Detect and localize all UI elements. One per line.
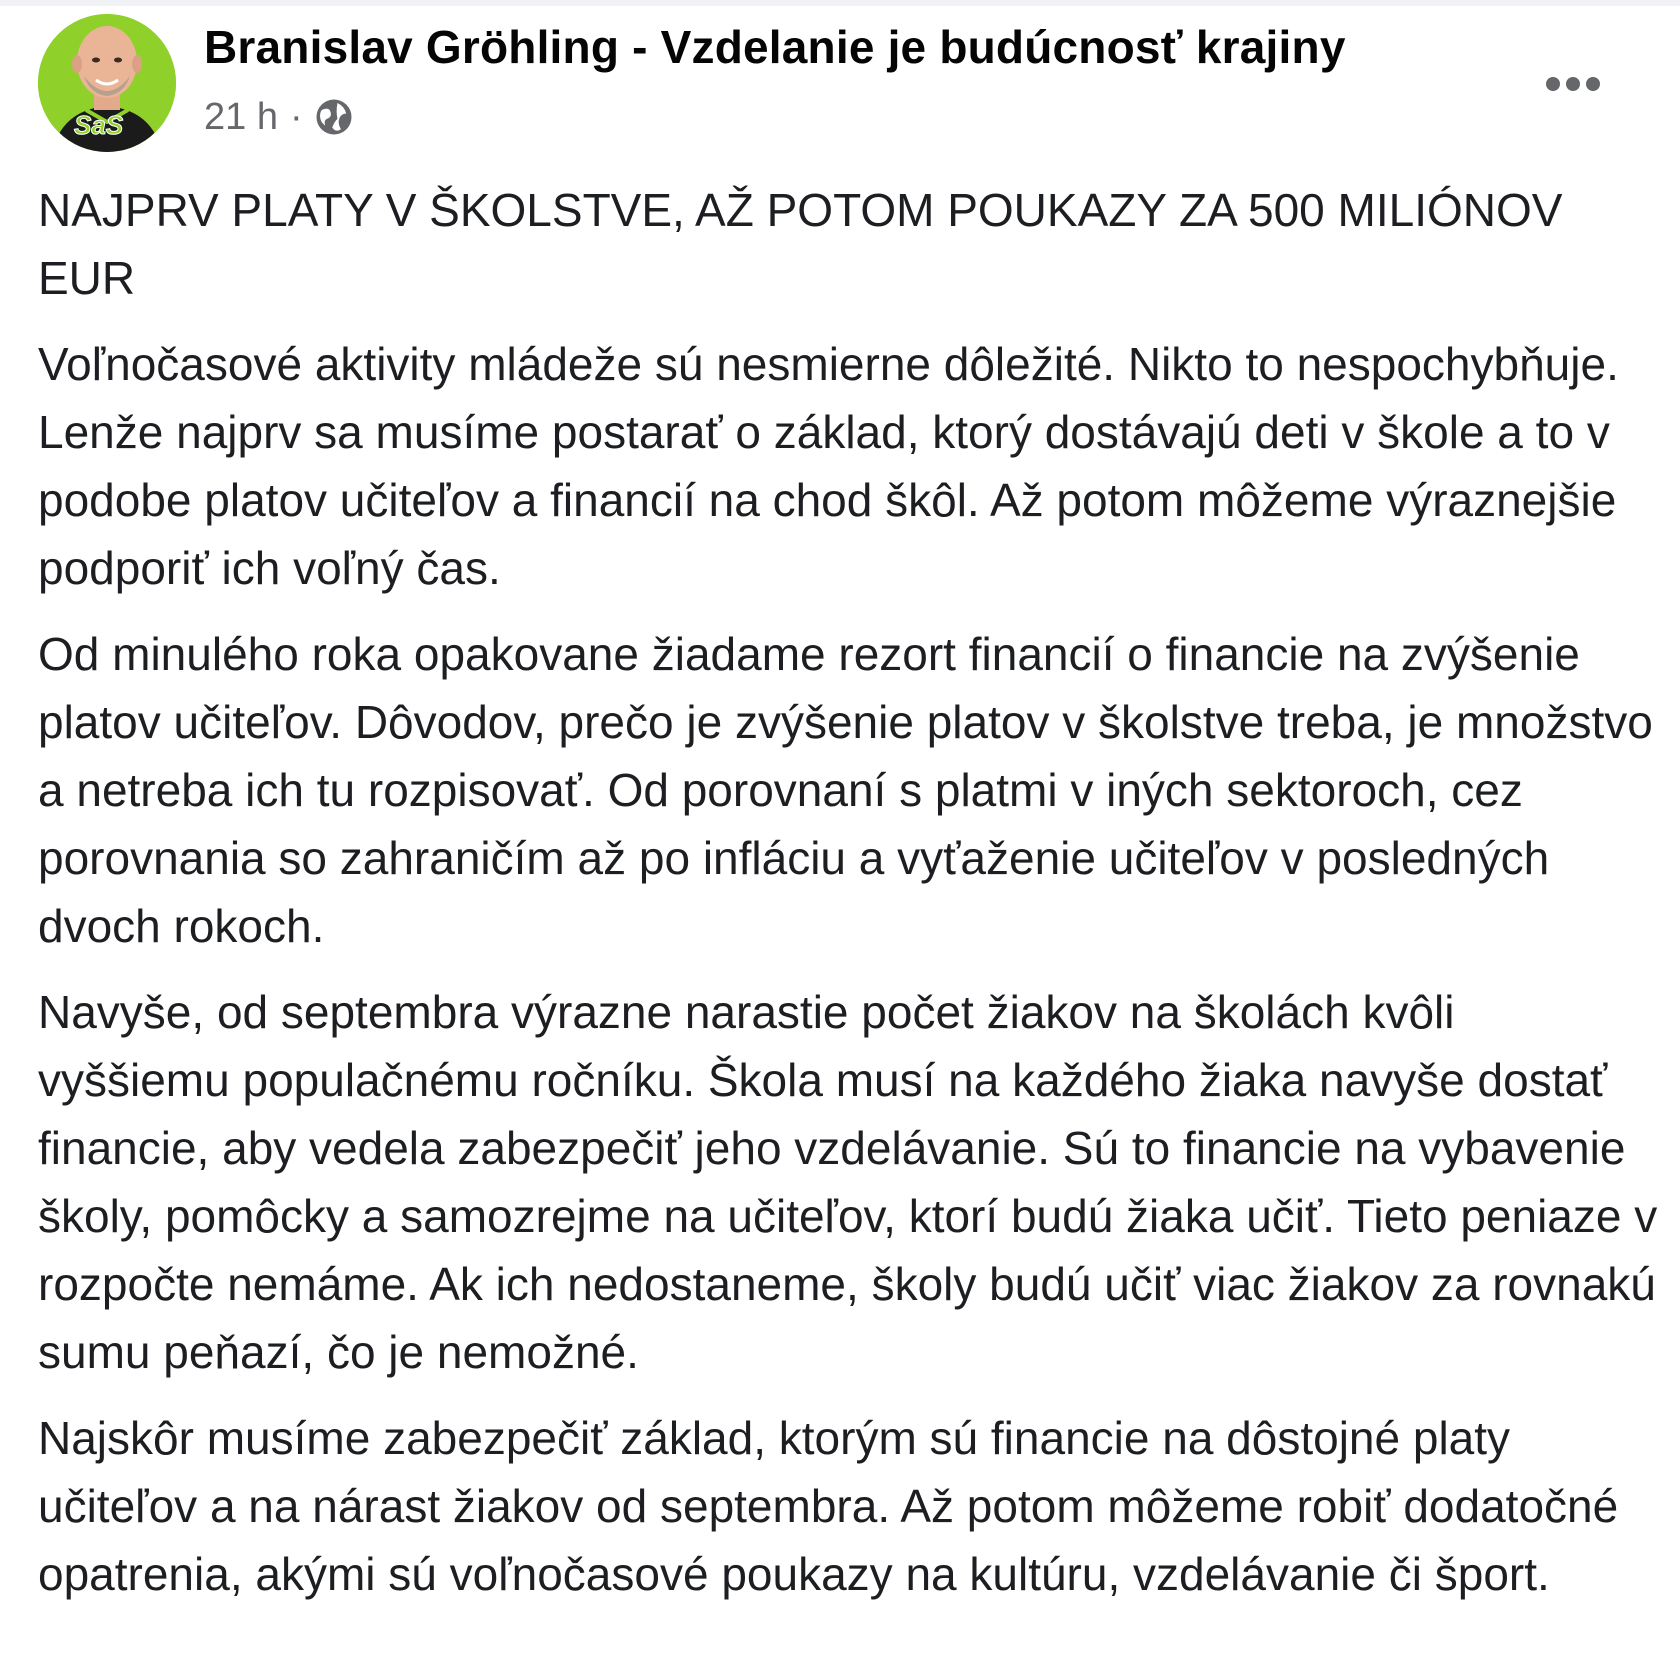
sas-logo-badge [38,14,176,152]
more-options-icon [1546,77,1560,91]
post-paragraph: Najskôr musíme zabezpečiť základ, ktorým sú financie na dôstojné platy učiteľov a na nárast žiakov od septembra. Až potom môžeme robiť dodatočné opatrenia, akými sú voľnočasové poukazy na kultúru, vzdelávanie či šport. [38,1412,1619,1600]
post-paragraph: Navyše, od septembra výrazne narastie počet žiakov na školách kvôli vyššiemu populačnému ročníku. Škola musí na každého žiaka navyše dostať financie, aby vedela zabezpečiť jeho vzdelávanie. Sú to financie na vybavenie školy, pomôcky a samozrejme na učiteľov, ktorí budú žiaka učiť. Tieto peniaze v rozpočte nemáme. Ak ich nedostaneme, školy budú učiť viac žiakov za rovnakú sumu peňazí, čo je nemožné. [38,986,1658,1378]
avatar[interactable] [38,14,176,152]
post-headline: NAJPRV PLATY V ŠKOLSTVE, AŽ POTOM POUKAZY ZA 500 MILIÓNOV EUR [38,184,1563,304]
meta-separator: · [289,95,303,138]
author-name[interactable]: Branislav Gröhling - Vzdelanie je budúcnosť krajiny [204,21,1346,73]
post-paragraph: Voľnočasové aktivity mládeže sú nesmierne dôležité. Nikto to nespochybňuje. Lenže najprv sa musíme postarať o základ, ktorý dostávajú deti v škole a to v podobe platov učiteľov a financií na chod škôl. Až potom môžeme výraznejšie podporiť ich voľný čas. [38,338,1619,594]
post-body [38,176,1658,1626]
post-paragraph: Od minulého roka opakovane žiadame rezort financií o financie na zvýšenie platov učiteľov. Dôvodov, prečo je zvýšenie platov v školstve treba, je množstvo a netreba ich tu rozpisovať. Od porovnaní s platmi v iných sektoroch, cez porovnania so zahraničím až po infláciu a vyťaženie učiteľov v posledných dvoch rokoch. [38,628,1653,952]
svg-text:SaS: SaS [74,110,124,140]
more-options-button[interactable] [1528,54,1618,114]
post-header [38,14,1658,154]
top-divider [0,0,1680,6]
globe-icon[interactable] [313,96,355,138]
post-timestamp[interactable]: 21 h [204,95,278,138]
post-meta [204,92,355,142]
